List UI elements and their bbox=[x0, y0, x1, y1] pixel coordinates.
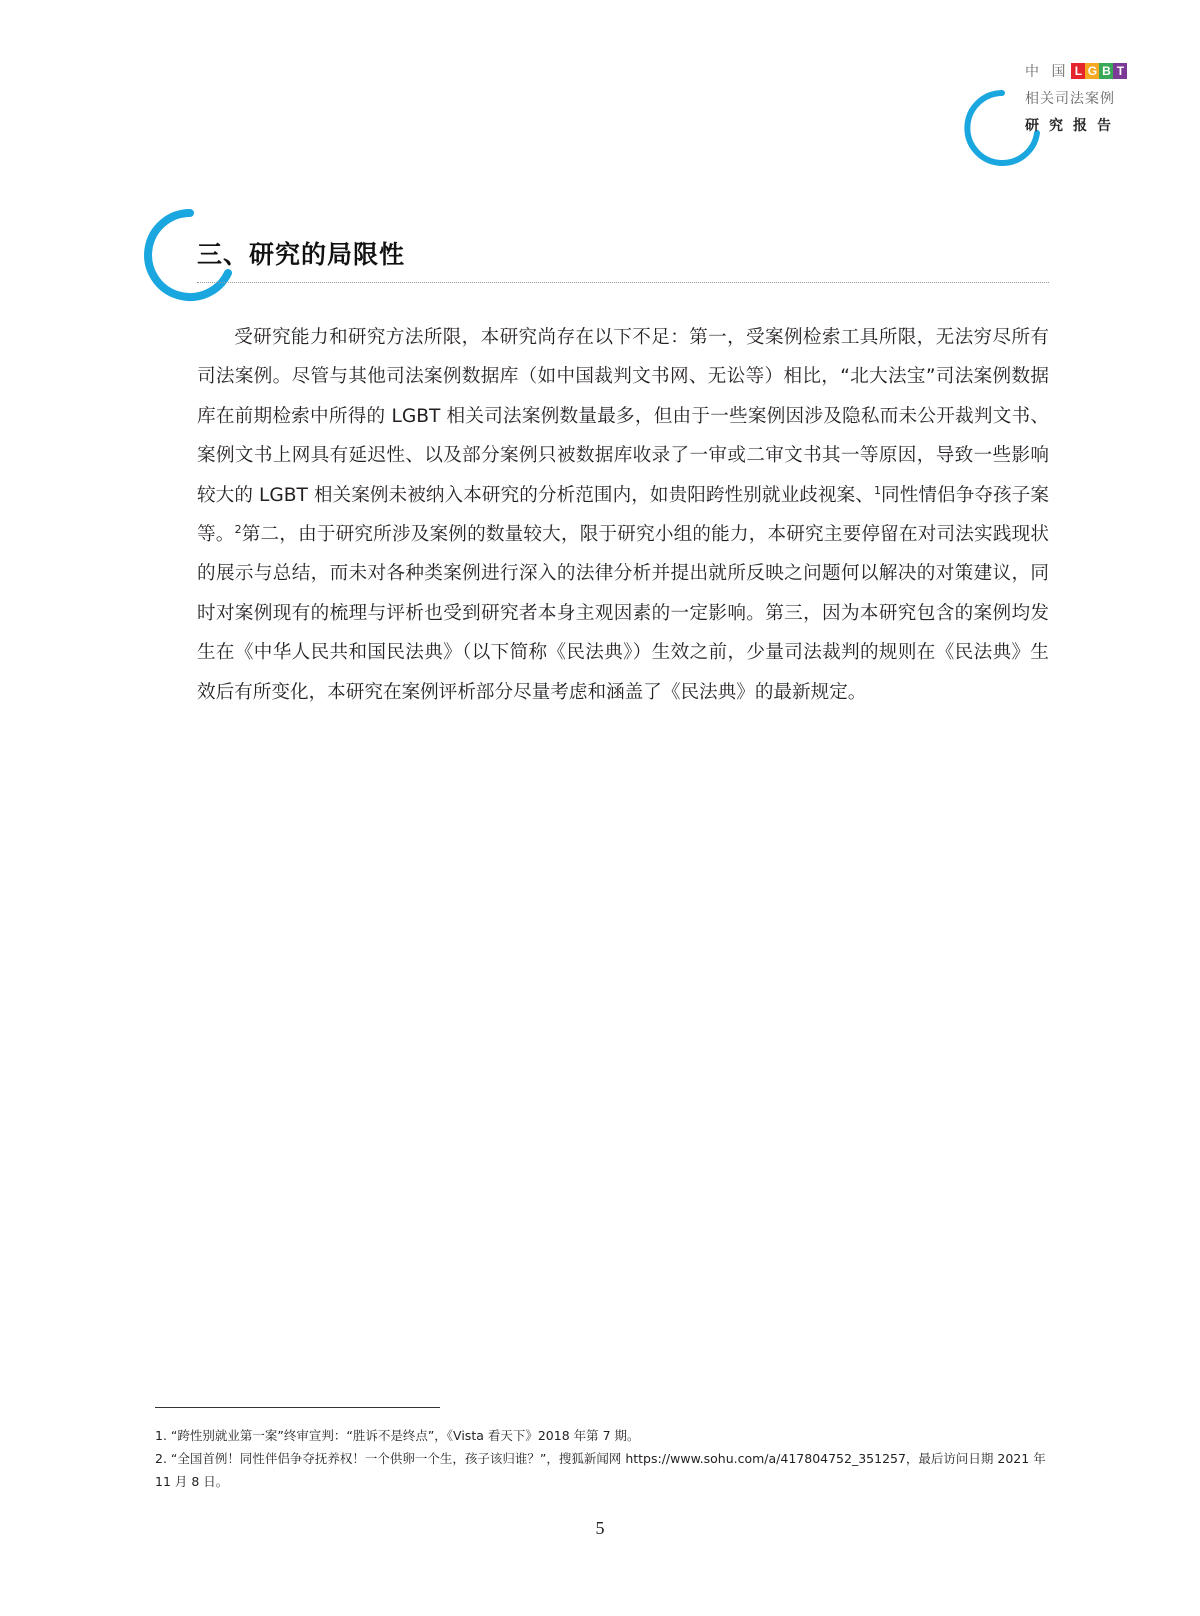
logo-line-1 bbox=[1025, 61, 1127, 81]
logo-line-3: 研究报告 bbox=[1025, 118, 1121, 134]
footnote-2: 2. “全国首例！同性伴侣争夺抚养权！一个供卵一个生，孩子该归谁？”，搜狐新闻网 https://www.sohu.com/a/417804752_351257，最后访问日期 2021 年 11 月 8 日。 bbox=[155, 1451, 1046, 1489]
footnotes bbox=[155, 1424, 1050, 1493]
paragraph-part-3: 第二，由于研究所涉及案例的数量较大，限于研究小组的能力，本研究主要停留在对司法实践现状的展示与总结，而未对各种类案例进行深入的法律分析并提出就所反映之问题何以解决的对策建议，同时对案例现有的梳理与评析也受到研究者本身主观因素的一定影响。第三，因为本研究包含的案例均发生在《中华人民共和国民法典》（以下简称《民法典》）生效之前，少量司法裁判的规则在《民法典》生效后有所变化，本研究在案例评析部分尽量考虑和涵盖了《民法典》的最新规定。 bbox=[197, 524, 1049, 703]
lgbt-letter-b: B bbox=[1099, 63, 1113, 79]
footnote-1: 1. “跨性别就业第一案”终审宣判：“胜诉不是终点”，《Vista 看天下》2018 年第 7 期。 bbox=[155, 1428, 640, 1443]
footnote-divider bbox=[155, 1407, 440, 1408]
lgbt-letter-l: L bbox=[1071, 63, 1085, 79]
report-logo bbox=[975, 55, 1135, 165]
logo-country: 中 国 bbox=[1025, 64, 1070, 80]
logo-line-2: 相关司法案例 bbox=[1025, 91, 1115, 107]
section-title: 三、研究的局限性 bbox=[197, 240, 406, 269]
paragraph-part-2: 同性情侣争夺孩子案等。 bbox=[197, 484, 1049, 546]
footnote-ref-2[interactable]: 2 bbox=[234, 522, 242, 536]
body-paragraph bbox=[197, 318, 1049, 712]
paragraph-part-1: 受研究能力和研究方法所限，本研究尚存在以下不足：第一，受案例检索工具所限，无法穷尽所有司法案例。尽管与其他司法案例数据库（如中国裁判文书网、无讼等）相比，“北大法宝”司法案例数据库在前期检索中所得的 LGBT 相关司法案例数量最多，但由于一些案例因涉及隐私而未公开裁判文书、案例文书上网具有延迟性、以及部分案例只被数据库收录了一审或二审文书其一等原因，导致一些影响较大的 LGBT 相关案例未被纳入本研究的分析范围内，如贵阳跨性别就业歧视案、 bbox=[197, 327, 1049, 506]
section-divider bbox=[197, 282, 1049, 283]
lgbt-badge bbox=[1071, 63, 1127, 79]
page-number: 5 bbox=[595, 1518, 605, 1538]
lgbt-letter-t: T bbox=[1113, 63, 1127, 79]
lgbt-letter-g: G bbox=[1085, 63, 1099, 79]
footnote-ref-1[interactable]: 1 bbox=[873, 483, 881, 497]
